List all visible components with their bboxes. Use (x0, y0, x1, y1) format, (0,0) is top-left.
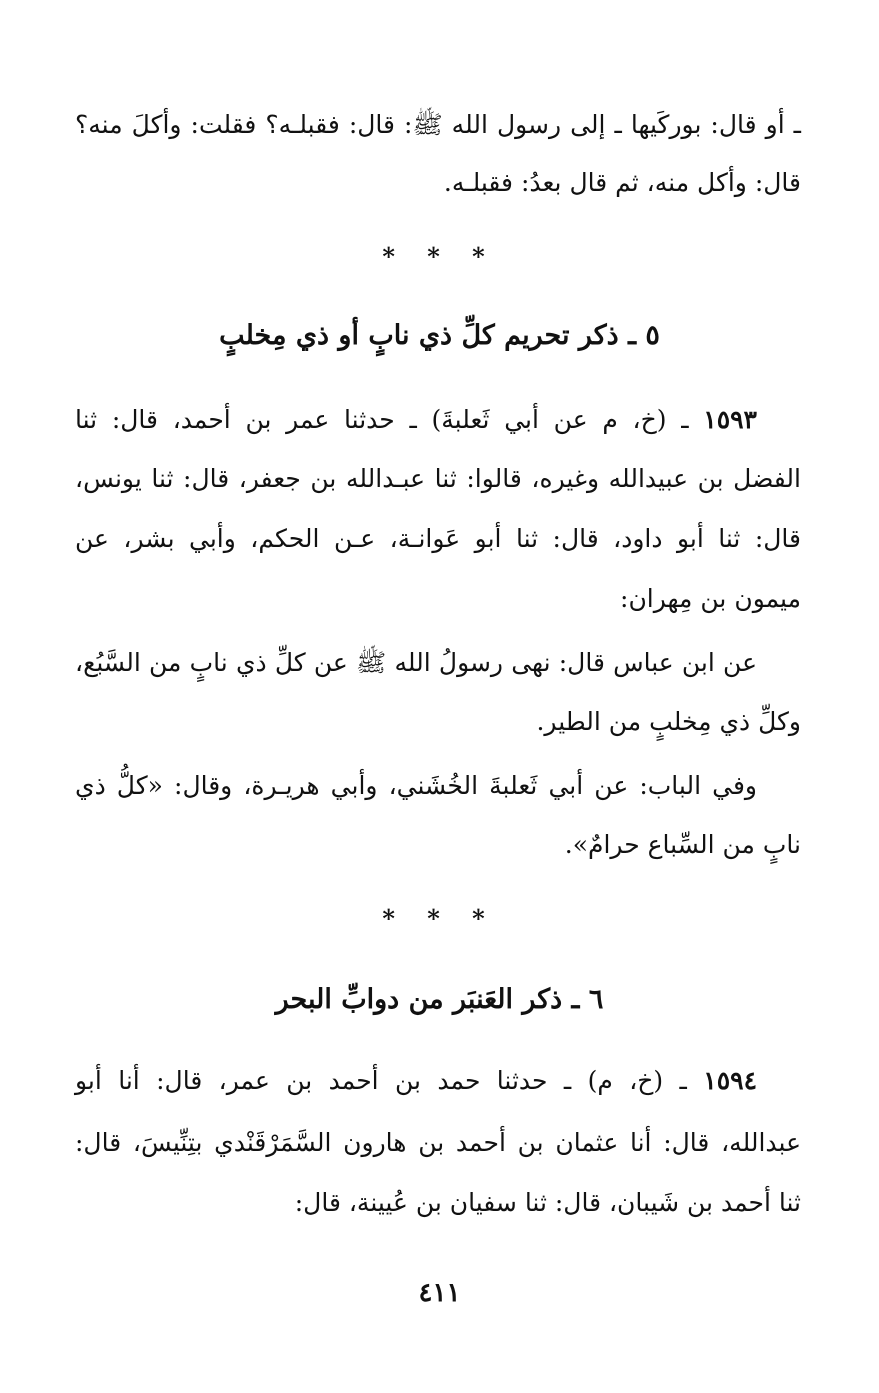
text-line-13: ثنا أحمد بن شَيبان، قال: ثنا سفيان بن عُيينة، قال: (294, 1188, 801, 1217)
text-line-10: نابٍ من السِّباع حرامٌ». (564, 830, 801, 859)
text-line-5: قال: ثنا أبو داود، قال: ثنا أبو عَوانـة، عـن الحكم، وأبي بشر، عن (75, 524, 801, 553)
hadith-number-1593: ١٥٩٣ (703, 405, 757, 434)
section-heading-5: ٥ ـ ذكر تحريم كلِّ ذي نابٍ أو ذي مِخلبٍ (219, 320, 660, 351)
hadith-number-1594: ١٥٩٤ (703, 1066, 757, 1095)
section-separator-2: * * * (382, 904, 497, 933)
section-separator: * * * (382, 242, 497, 271)
hadith-1593-text: ـ (خ، م عن أبي ثَعلبةَ) ـ حدثنا عمر بن أحمد، قال: ثنا (75, 405, 689, 434)
text-line-9: وفي الباب: عن أبي ثَعلبةَ الخُشَني، وأبي هريـرة، وقال: «كلُّ ذي (75, 771, 757, 800)
hadith-1594-line-1 (75, 1064, 757, 1098)
text-line-4: الفضل بن عبيدالله وغيره، قالوا: ثنا عبـدالله بن جعفر، قال: ثنا يونس، (75, 464, 801, 493)
section-heading-6: ٦ ـ ذكر العَنبَر من دوابِّ البحر (275, 984, 604, 1015)
text-line-6: ميمون بن مِهران: (620, 584, 801, 613)
page-number: ٤١١ (418, 1278, 461, 1308)
hadith-1593-line-1 (75, 403, 757, 437)
text-line-7: عن ابن عباس قال: نهى رسولُ الله ﷺ عن كلِّ ذي نابٍ من السَّبُع، (75, 648, 757, 677)
hadith-1594-text: ـ (خ، م) ـ حدثنا حمد بن أحمد بن عمر، قال: أنا أبو (75, 1066, 687, 1095)
text-line-12: عبدالله، قال: أنا عثمان بن أحمد بن هارون السَّمَرْقَنْدي بتِنِّيسَ، قال: (75, 1128, 801, 1157)
text-line-8: وكلِّ ذي مِخلبٍ من الطير. (536, 707, 801, 736)
text-line-2: قال: وأكل منه، ثم قال بعدُ: فقبلـه. (443, 168, 801, 197)
text-line-1: ـ أو قال: بوركَيها ـ إلى رسول الله ﷺ: قال: فقبلـه؟ فقلت: وأكلَ منه؟ (75, 110, 801, 139)
